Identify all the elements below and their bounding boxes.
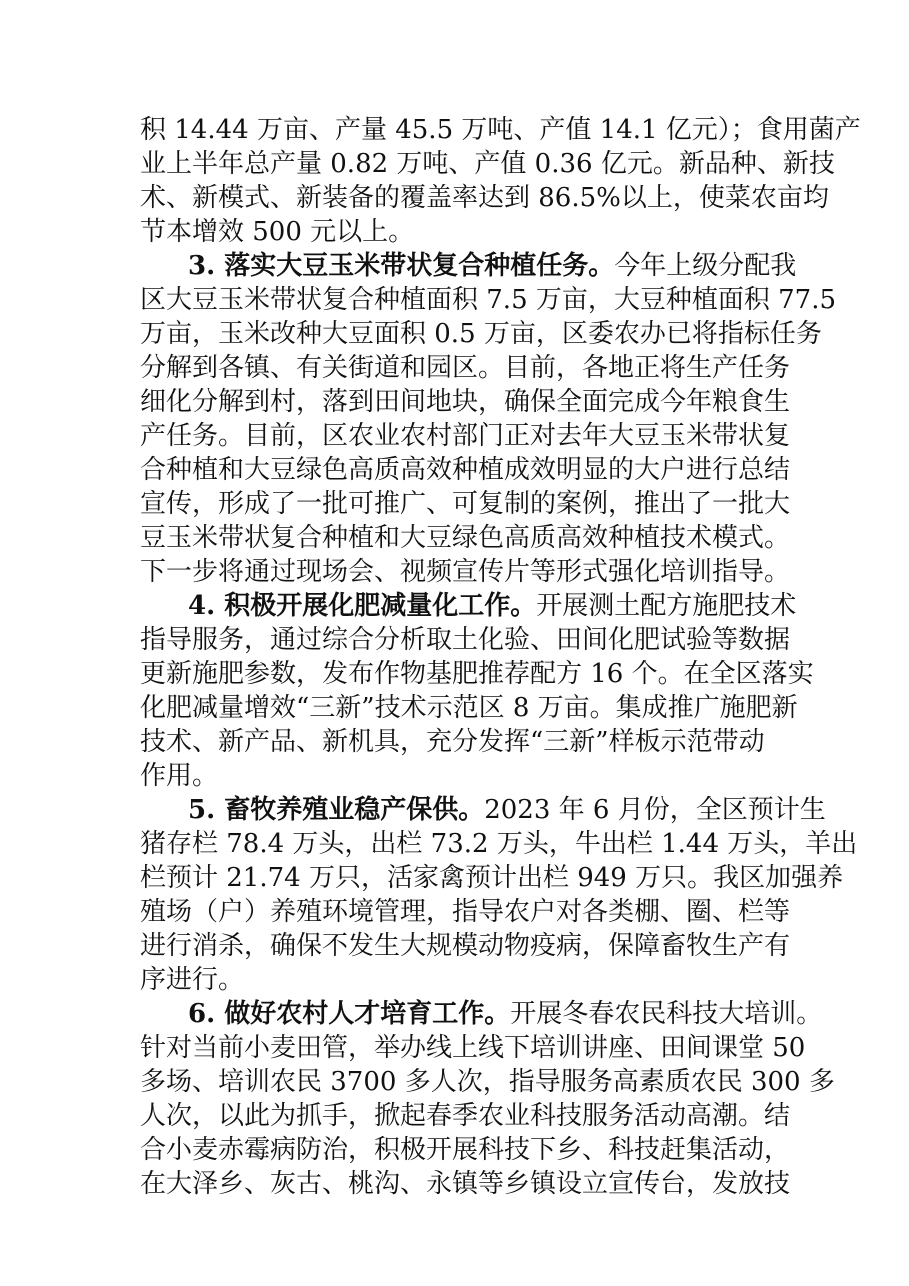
section-6-first-line: [188, 998, 828, 1031]
text-line: 细化分解到村，落到田间地块，确保全面完成今年粮食生: [140, 387, 791, 417]
section-5-first-line: [188, 794, 828, 827]
section-heading: 6. 做好农村人才培育工作。: [188, 999, 511, 1029]
text-line: 术、新模式、新装备的覆盖率达到 86.5%以上，使菜农亩均: [140, 183, 829, 213]
text-line: 节本增效 500 元以上。: [140, 217, 415, 247]
text-line: 合小麦赤霉病防治，积极开展科技下乡、科技赶集活动，: [140, 1135, 791, 1165]
text-line: 殖场（户）养殖环境管理，指导农户对各类棚、圈、栏等: [140, 897, 791, 927]
section-first-line-body: 2023 年 6 月份，全区预计生: [484, 795, 826, 825]
text-line: 业上半年总产量 0.82 万吨、产值 0.36 亿元。新品种、新技: [140, 149, 835, 179]
text-line: 作用。: [140, 761, 219, 791]
section-4-first-line: [188, 590, 828, 623]
text-line: 序进行。: [140, 965, 245, 995]
text-line: 化肥减量增效“三新”技术示范区 8 万亩。集成推广施肥新: [140, 693, 798, 723]
text-line: 指导服务，通过综合分析取土化验、田间化肥试验等数据: [140, 625, 791, 655]
section-heading: 3. 落实大豆玉米带状复合种植任务。: [188, 251, 615, 281]
section-first-line-body: 开展冬春农民科技大培训。: [510, 999, 823, 1029]
text-line: 分解到各镇、有关街道和园区。目前，各地正将生产任务: [140, 353, 791, 383]
text-line: 栏预计 21.74 万只，活家禽预计出栏 949 万只。我区加强养: [140, 863, 844, 893]
section-first-line-body: 今年上级分配我: [614, 251, 797, 281]
text-line: 豆玉米带状复合种植和大豆绿色高质高效种植技术模式。: [140, 523, 791, 553]
text-line: 多场、培训农民 3700 多人次，指导服务高素质农民 300 多: [140, 1067, 835, 1097]
section-heading: 4. 积极开展化肥减量化工作。: [188, 591, 537, 621]
section-heading: 5. 畜牧养殖业稳产保供。: [188, 795, 485, 825]
text-line: 下一步将通过现场会、视频宣传片等形式强化培训指导。: [140, 557, 791, 587]
text-line: 更新施肥参数，发布作物基肥推荐配方 16 个。在全区落实: [140, 659, 814, 689]
text-line: 技术、新产品、新机具，充分发挥“三新”样板示范带动: [140, 727, 765, 757]
section-3-first-line: [188, 250, 828, 283]
text-line: 在大泽乡、灰古、桃沟、永镇等乡镇设立宣传台，发放技: [140, 1169, 791, 1199]
text-line: 针对当前小麦田管，举办线上线下培训讲座、田间课堂 50: [140, 1033, 806, 1063]
section-first-line-body: 开展测土配方施肥技术: [536, 591, 797, 621]
text-line: 宣传，形成了一批可推广、可复制的案例，推出了一批大: [140, 489, 791, 519]
text-line: 积 14.44 万亩、产量 45.5 万吨、产值 14.1 亿元）；食用菌产: [140, 115, 861, 145]
text-line: 进行消杀，确保不发生大规模动物疫病，保障畜牧生产有: [140, 931, 791, 961]
text-line: 产任务。目前，区农业农村部门正对去年大豆玉米带状复: [140, 421, 791, 451]
text-line: 猪存栏 78.4 万头，出栏 73.2 万头，牛出栏 1.44 万头，羊出: [140, 829, 858, 859]
text-line: 万亩，玉米改种大豆面积 0.5 万亩，区委农办已将指标任务: [140, 319, 822, 349]
text-line: 合种植和大豆绿色高质高效种植成效明显的大户进行总结: [140, 455, 791, 485]
text-line: 人次，以此为抓手，掀起春季农业科技服务活动高潮。结: [140, 1101, 791, 1131]
text-line: 区大豆玉米带状复合种植面积 7.5 万亩，大豆种植面积 77.5: [140, 285, 837, 315]
